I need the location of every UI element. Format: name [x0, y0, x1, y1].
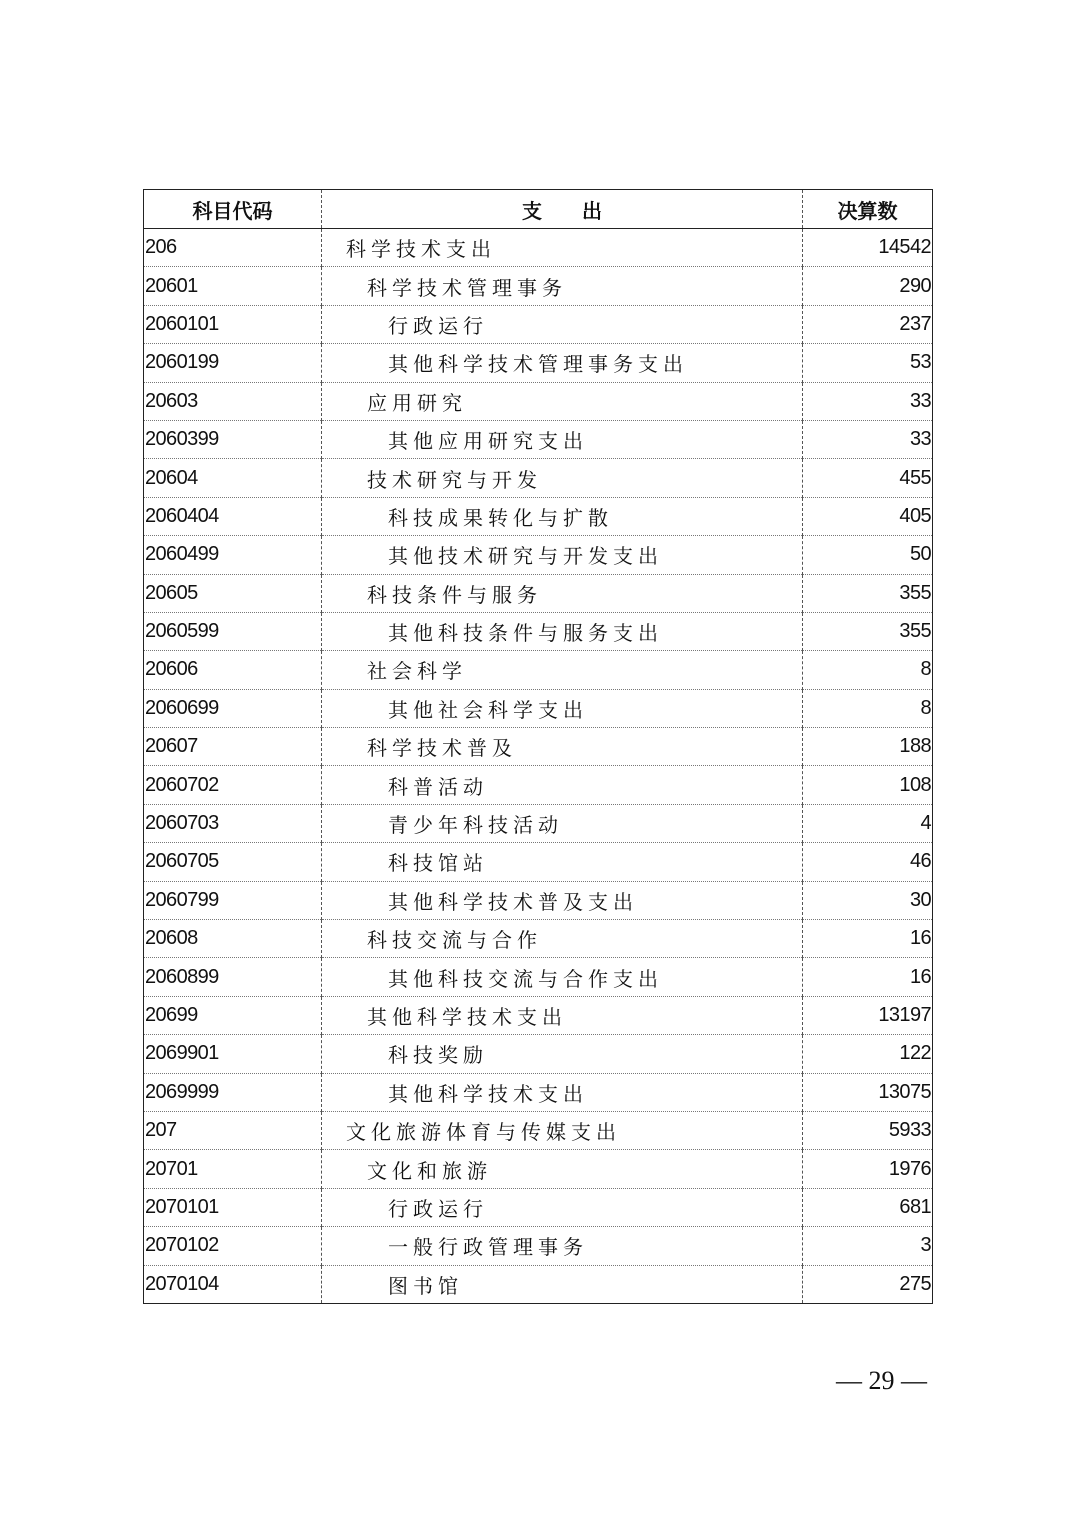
row-value: 33	[803, 420, 933, 458]
row-name: 其他科学技术普及支出	[322, 881, 803, 919]
row-name: 行政运行	[322, 1188, 803, 1226]
row-code: 2060705	[144, 843, 322, 881]
row-code: 2060199	[144, 344, 322, 382]
table-row	[144, 651, 933, 689]
table-row	[144, 1227, 933, 1265]
header-code: 科目代码	[144, 190, 322, 229]
row-code: 2060702	[144, 766, 322, 804]
table-row	[144, 1265, 933, 1303]
row-name: 技术研究与开发	[322, 459, 803, 497]
table-row	[144, 497, 933, 535]
row-value: 108	[803, 766, 933, 804]
header-row	[144, 190, 933, 229]
row-code: 2060899	[144, 958, 322, 996]
row-name: 其他科技条件与服务支出	[322, 612, 803, 650]
table-row	[144, 1035, 933, 1073]
row-value: 53	[803, 344, 933, 382]
table-row	[144, 536, 933, 574]
row-name: 文化旅游体育与传媒支出	[322, 1111, 803, 1149]
row-value: 46	[803, 843, 933, 881]
row-name: 科学技术管理事务	[322, 267, 803, 305]
row-value: 30	[803, 881, 933, 919]
row-code: 2060101	[144, 305, 322, 343]
table-row	[144, 920, 933, 958]
row-name: 科技成果转化与扩散	[322, 497, 803, 535]
row-value: 237	[803, 305, 933, 343]
table-row	[144, 1073, 933, 1111]
table-row	[144, 612, 933, 650]
table-row	[144, 881, 933, 919]
table-row	[144, 1188, 933, 1226]
row-name: 其他科学技术支出	[322, 996, 803, 1034]
row-code: 2060799	[144, 881, 322, 919]
row-code: 20603	[144, 382, 322, 420]
table-row	[144, 958, 933, 996]
table-row	[144, 229, 933, 267]
row-value: 355	[803, 574, 933, 612]
table-row	[144, 1150, 933, 1188]
row-value: 16	[803, 920, 933, 958]
row-value: 8	[803, 689, 933, 727]
row-value: 4	[803, 804, 933, 842]
row-name: 一般行政管理事务	[322, 1227, 803, 1265]
row-value: 275	[803, 1265, 933, 1303]
table-row	[144, 766, 933, 804]
table-row	[144, 305, 933, 343]
row-code: 2070102	[144, 1227, 322, 1265]
row-name: 文化和旅游	[322, 1150, 803, 1188]
row-value: 681	[803, 1188, 933, 1226]
row-code: 20608	[144, 920, 322, 958]
row-value: 13075	[803, 1073, 933, 1111]
row-name: 科技奖励	[322, 1035, 803, 1073]
row-name: 科技馆站	[322, 843, 803, 881]
table-row	[144, 574, 933, 612]
row-code: 2070101	[144, 1188, 322, 1226]
row-code: 20604	[144, 459, 322, 497]
row-value: 8	[803, 651, 933, 689]
table-row	[144, 804, 933, 842]
row-name: 科技条件与服务	[322, 574, 803, 612]
row-value: 33	[803, 382, 933, 420]
table-body	[144, 229, 933, 1304]
row-code: 2069901	[144, 1035, 322, 1073]
row-name: 其他科学技术管理事务支出	[322, 344, 803, 382]
row-value: 14542	[803, 229, 933, 267]
row-value: 290	[803, 267, 933, 305]
row-value: 50	[803, 536, 933, 574]
row-code: 2070104	[145, 1272, 219, 1295]
table-row	[144, 728, 933, 766]
table-row	[144, 996, 933, 1034]
row-code: 2060399	[144, 420, 322, 458]
row-name: 科技交流与合作	[322, 920, 803, 958]
row-code: 2060699	[144, 689, 322, 727]
row-code: 20699	[144, 996, 322, 1034]
row-value: 1976	[803, 1150, 933, 1188]
row-value: 3	[803, 1227, 933, 1265]
row-value: 405	[803, 497, 933, 535]
table-row	[144, 1111, 933, 1149]
row-name: 社会科学	[322, 651, 803, 689]
row-name: 图书馆	[322, 1265, 803, 1303]
row-code: 2069999	[144, 1073, 322, 1111]
row-code: 206	[144, 229, 322, 267]
row-code: 2060499	[144, 536, 322, 574]
table-row	[144, 344, 933, 382]
table-row	[144, 459, 933, 497]
row-value: 5933	[803, 1111, 933, 1149]
row-code: 207	[144, 1111, 322, 1149]
row-name: 青少年科技活动	[322, 804, 803, 842]
row-name: 科学技术普及	[322, 728, 803, 766]
row-code: 20607	[144, 728, 322, 766]
row-value: 455	[803, 459, 933, 497]
row-code: 20601	[144, 267, 322, 305]
row-code: 20701	[144, 1150, 322, 1188]
row-name: 科普活动	[322, 766, 803, 804]
budget-table	[143, 189, 933, 1304]
row-name: 其他技术研究与开发支出	[322, 536, 803, 574]
table-row	[144, 843, 933, 881]
row-code: 20605	[144, 574, 322, 612]
row-name: 其他科学技术支出	[322, 1073, 803, 1111]
row-name: 应用研究	[322, 382, 803, 420]
row-code: 2060703	[144, 804, 322, 842]
row-code: 20606	[144, 651, 322, 689]
row-value: 16	[803, 958, 933, 996]
row-name: 行政运行	[322, 305, 803, 343]
table-row	[144, 267, 933, 305]
row-name: 其他应用研究支出	[322, 420, 803, 458]
row-code: 2060404	[144, 497, 322, 535]
row-code: 2060599	[144, 612, 322, 650]
row-value: 355	[803, 612, 933, 650]
table-row	[144, 689, 933, 727]
row-name: 科学技术支出	[322, 229, 803, 267]
page-number: — 29 —	[836, 1366, 927, 1395]
row-name: 其他社会科学支出	[322, 689, 803, 727]
row-value: 13197	[803, 996, 933, 1034]
header-value: 决算数	[803, 190, 933, 229]
row-value: 188	[803, 728, 933, 766]
row-name: 其他科技交流与合作支出	[322, 958, 803, 996]
table-row	[144, 382, 933, 420]
table-row	[144, 420, 933, 458]
header-name: 支 出	[322, 190, 803, 229]
row-value: 122	[803, 1035, 933, 1073]
